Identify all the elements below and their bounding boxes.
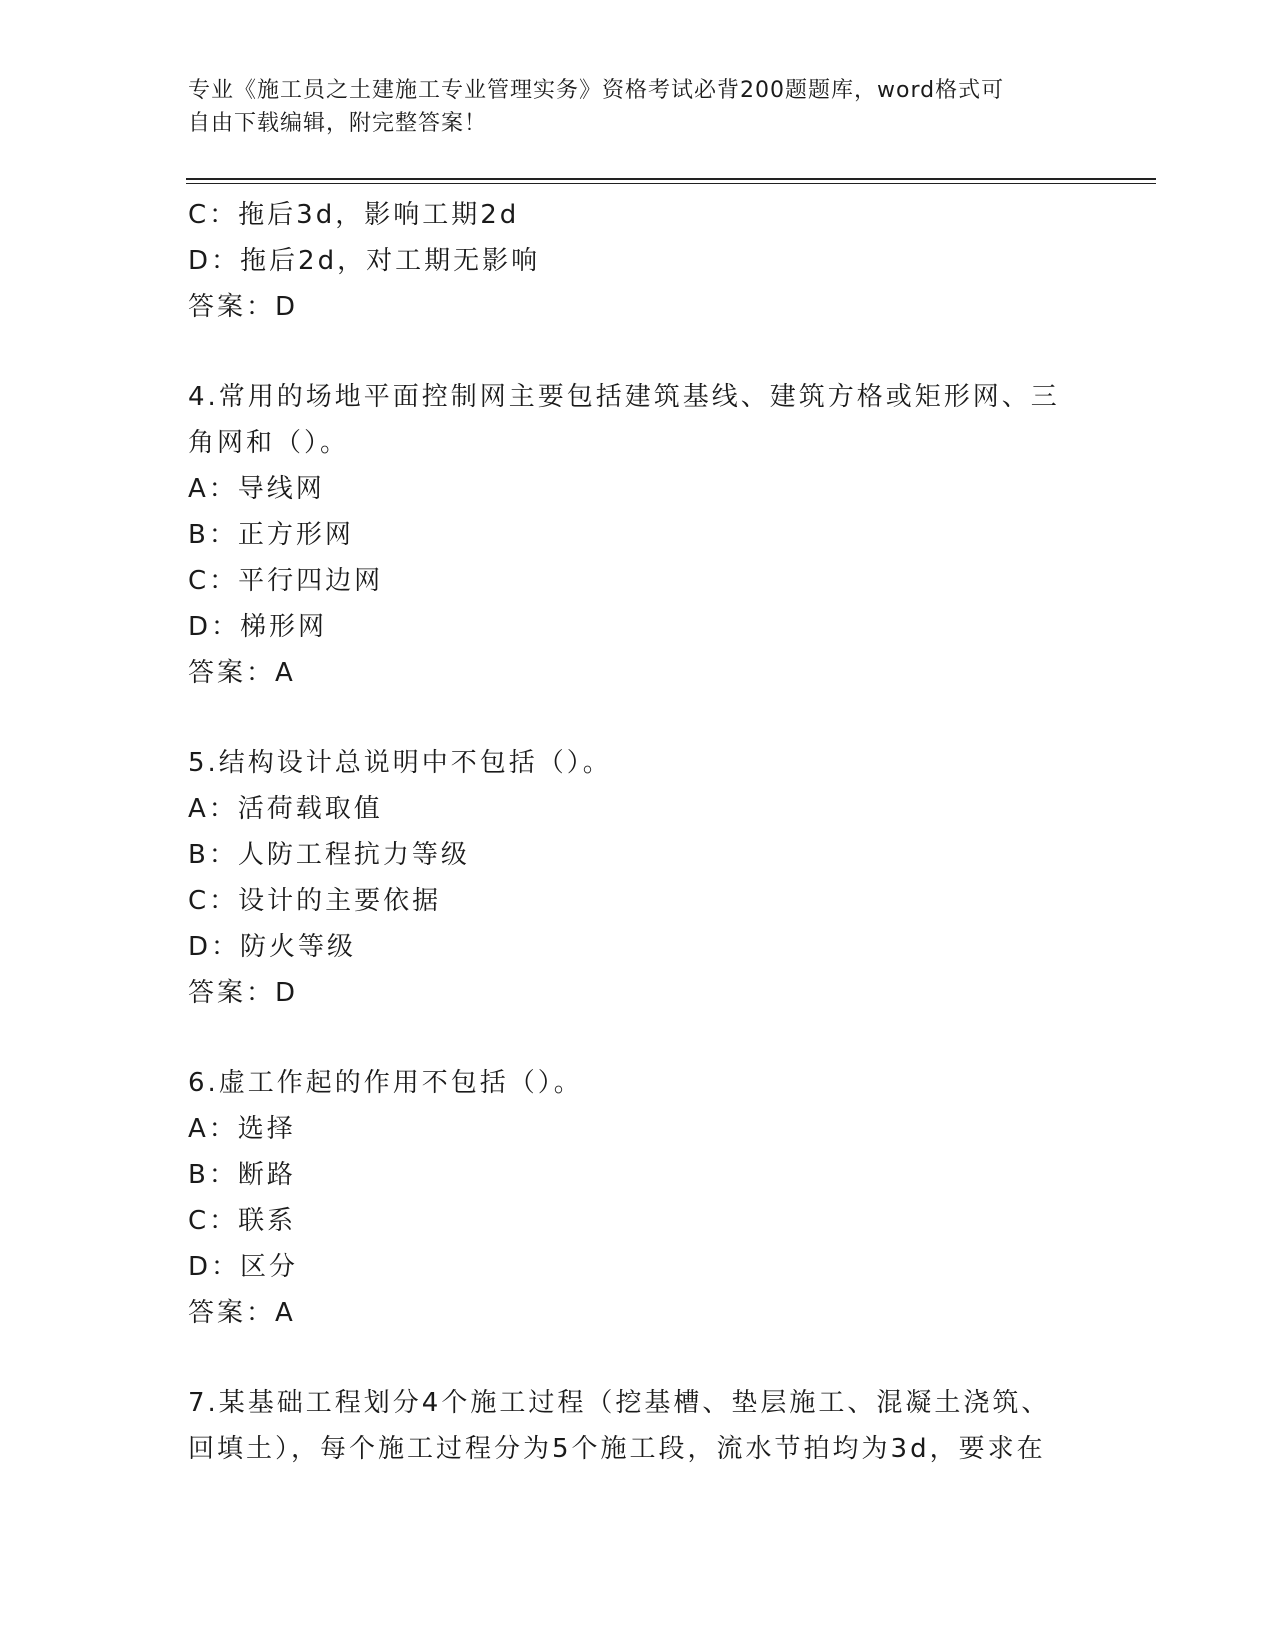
- q4-stem-line-1: 4.常用的场地平面控制网主要包括建筑基线、建筑方格或矩形网、三: [188, 382, 1060, 412]
- question-4: [188, 374, 1068, 696]
- question-6: [188, 1060, 1068, 1336]
- question-5: [188, 740, 1068, 1016]
- q3-answer: 答案：D: [188, 292, 299, 322]
- q6-option-a: A：选择: [188, 1114, 296, 1144]
- q3-option-d: D：拖后2d，对工期无影响: [188, 246, 541, 276]
- q5-option-a: A：活荷载取值: [188, 794, 383, 824]
- question-3-tail: [188, 192, 1068, 330]
- q4-option-a: A：导线网: [188, 474, 325, 504]
- header-divider-thick: [186, 178, 1156, 180]
- header-line-1: 专业《施工员之土建施工专业管理实务》资格考试必背200题题库，word格式可: [188, 78, 1005, 103]
- q6-option-d: D：区分: [188, 1252, 299, 1282]
- header-line-2: 自由下载编辑，附完整答案！: [188, 111, 488, 136]
- question-7: [188, 1380, 1068, 1472]
- q5-stem-line-1: 5.结构设计总说明中不包括（）。: [188, 748, 612, 778]
- q6-option-c: C：联系: [188, 1206, 297, 1236]
- header-divider-thin: [186, 183, 1156, 184]
- q7-stem-line-2: 回填土），每个施工过程分为5个施工段，流水节拍均为3d，要求在: [188, 1434, 1046, 1464]
- q6-stem-line-1: 6.虚工作起的作用不包括（）。: [188, 1068, 583, 1098]
- q4-option-c: C：平行四边网: [188, 566, 384, 596]
- q4-option-b: B：正方形网: [188, 520, 354, 550]
- document-body: [188, 192, 1068, 1472]
- q5-option-b: B：人防工程抗力等级: [188, 840, 470, 870]
- q3-option-c: C：拖后3d，影响工期2d: [188, 200, 520, 230]
- q5-answer: 答案：D: [188, 978, 299, 1008]
- document-header: [188, 74, 1088, 140]
- q5-option-d: D：防火等级: [188, 932, 357, 962]
- q4-option-d: D：梯形网: [188, 612, 328, 642]
- q6-answer: 答案：A: [188, 1298, 296, 1328]
- q4-stem-line-2: 角网和（）。: [188, 428, 350, 458]
- q7-stem-line-1: 7.某基础工程划分4个施工过程（挖基槽、垫层施工、混凝土浇筑、: [188, 1388, 1051, 1418]
- q5-option-c: C：设计的主要依据: [188, 886, 442, 916]
- q4-answer: 答案：A: [188, 658, 296, 688]
- q6-option-b: B：断路: [188, 1160, 296, 1190]
